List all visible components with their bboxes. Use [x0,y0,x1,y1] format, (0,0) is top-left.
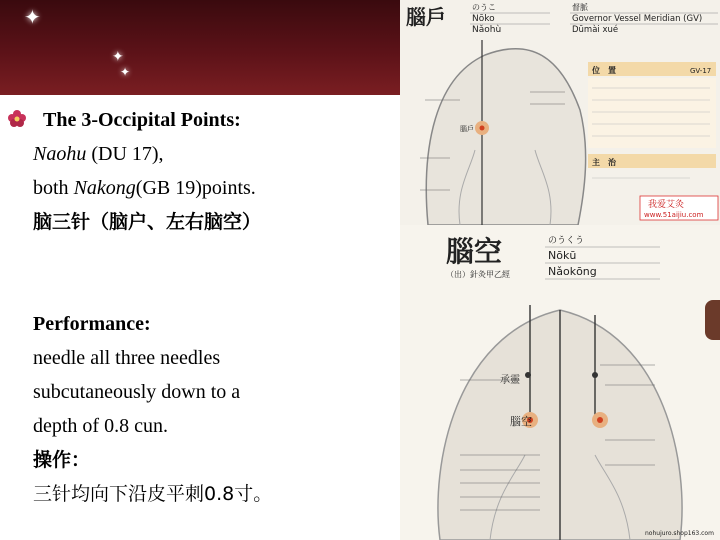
svg-text:腦戶: 腦戶 [406,5,446,29]
svg-text:（出）針灸甲乙經: （出）針灸甲乙經 [446,270,510,279]
svg-text:Nōko: Nōko [472,14,495,24]
header-band [0,0,400,95]
svg-text:www.51aijiu.com: www.51aijiu.com [644,211,704,219]
svg-text:のうこ: のうこ [472,3,496,12]
sparkle-icon: ✦ [112,50,124,65]
nakong-prefix: both [33,177,74,199]
perf-line: depth of 0.8 cun. [33,415,168,437]
svg-text:Nǎokōng: Nǎokōng [548,265,597,278]
page-edge-tab [705,300,720,340]
svg-text:督脈: 督脈 [572,3,588,12]
svg-text:nohujuro.shop163.com: nohujuro.shop163.com [645,530,714,537]
sparkle-icon: ✦ [120,65,131,79]
naohu-label: Naohu [33,143,87,165]
line-nakong [33,171,393,205]
naokong-illustration [400,225,720,540]
point-heading [33,103,393,137]
point-label: 腦戶 [460,125,474,133]
perf-line: subcutaneously down to a [33,381,241,403]
svg-text:主 治: 主 治 [592,158,616,167]
svg-text:Dūmài xué: Dūmài xué [572,25,619,35]
naohu-code: (DU 17), [86,143,164,165]
svg-text:腦空: 腦空 [510,415,532,428]
naohu-illustration [400,0,720,225]
svg-text:我爱艾灸: 我爱艾灸 [648,200,685,210]
operation-heading: 操作： [33,449,91,471]
perf-line: needle all three needles [33,347,221,369]
chinese-title: 脑三针（脑户、左右脑空） [33,211,262,233]
nakong-code: (GB 19)points. [135,177,256,199]
svg-text:Governor Vessel Meridian (GV): Governor Vessel Meridian (GV) [572,14,703,24]
reference-image-naokong [400,225,720,540]
sparkle-icon: ✦ [24,7,41,29]
svg-text:位 置: 位 置 [592,66,616,75]
reference-image-naohu [400,0,720,225]
flower-bullet-icon [7,109,27,129]
slide-text [33,103,393,511]
heading-text: The 3-Occipital Points: [43,109,241,131]
nakong-label: Nakong [73,177,136,199]
svg-text:腦空: 腦空 [446,235,503,268]
performance-heading: Performance: [33,313,151,335]
svg-text:Nǎohù: Nǎohù [472,25,502,35]
svg-text:承靈: 承靈 [500,375,520,386]
operation-text: 三针均向下沿皮平刺0.8寸。 [33,483,273,505]
svg-text:のうくう: のうくう [548,236,585,246]
svg-text:GV-17: GV-17 [690,67,712,75]
svg-text:Nōkū: Nōkū [548,249,577,262]
line-naohu [33,137,393,171]
